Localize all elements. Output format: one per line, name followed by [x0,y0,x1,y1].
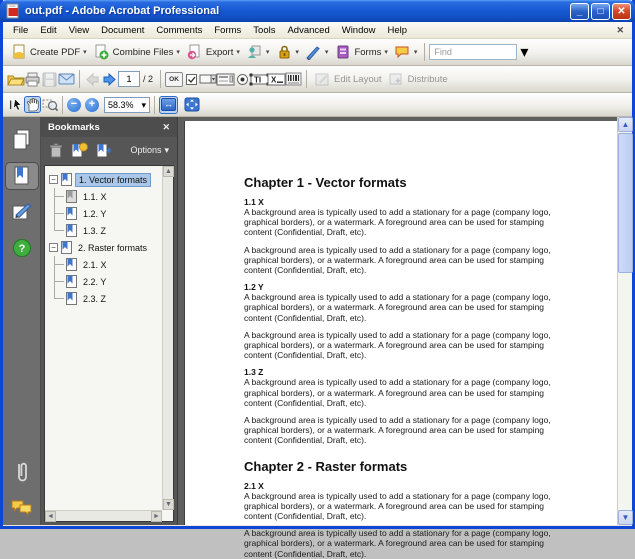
separator [306,70,307,88]
section-1-2-title: 1.2 Y [244,282,264,293]
document-vertical-scrollbar[interactable] [617,117,632,525]
bookmark-page-icon [66,275,77,288]
bookmarks-tree-container [44,165,174,522]
separator [79,70,80,88]
pages-icon [12,129,32,151]
body-paragraph: A background area is typically used to add a stationary for a page (company logo, graphical borders), or a watermark. A foreground area can be used for stamping content (Confidential, Draft, etc). [244,329,551,361]
bookmark-page-icon [61,173,72,186]
bookmarks-panel-close-icon[interactable]: ✕ [162,121,170,132]
combo-box-tool[interactable] [200,71,217,88]
signatures-icon [11,202,33,222]
tree-connector [54,290,66,299]
menu-item-view[interactable]: View [68,24,90,36]
menu-item-tools[interactable]: Tools [253,24,276,36]
bookmark-item-1-3-z[interactable]: 1.3. Z [49,222,162,239]
bookmark-page-icon [66,292,77,305]
fit-width-icon: ↔ [161,98,176,111]
menu-item-comments[interactable]: Comments [156,24,203,36]
digital-signature-tool[interactable] [268,71,285,88]
body-paragraph: A background area is typically used to add a stationary for a page (company logo, graphical borders), or a watermark. A foreground area can be used for stamping content (Confidential, Draft, etc). [244,244,551,276]
bookmarks-panel-toolbar [41,137,177,163]
file-nav-toolbar [3,66,632,93]
open-file-button[interactable] [7,71,24,88]
forms-button[interactable]: Forms ▾ [331,42,390,63]
bookmark-page-icon [66,224,77,237]
body-paragraph: A background area is typically used to add a stationary for a page (company logo, graphical borders), or a watermark. A foreground area can be used for stamping content (Confidential, Draft, etc). [244,292,551,323]
find-input[interactable]: Find [429,44,517,60]
bookmark-item-2-1-x[interactable]: 2.1. X [49,256,162,273]
scroll-down-icon[interactable]: ▼ [163,499,174,510]
doc-scroll-up-icon[interactable]: ▲ [618,117,633,132]
start-meeting-icon [246,44,263,61]
window-title: out.pdf - Adobe Acrobat Professional [25,5,220,17]
main-area [3,117,632,559]
section-1-1-title: 1.1 X [244,197,264,207]
trash-icon [49,143,63,158]
menu-item-window[interactable]: Window [341,24,376,36]
pdf-page[interactable] [185,121,617,559]
svg-text:?: ? [18,243,25,255]
review-comment-button[interactable]: ▾ [391,42,421,63]
body-paragraph: A background area is typically used to add a stationary for a page (company logo, graphical borders), or a watermark. A foreground area can be used for stamping content (Confidential, Draft, etc). [244,377,551,408]
svg-text:TI: TI [254,75,262,84]
tree-connector [54,205,66,222]
bookmark-page-icon [66,207,77,220]
forms-icon [334,44,351,61]
separator [154,96,155,114]
separator [160,70,161,88]
body-paragraph: A background area is typically used to add a stationary for a page (company logo, graphical borders), or a watermark. A foreground area can be used for stamping content (Confidential, Draft, etc). [244,207,551,238]
page-number-input[interactable]: 1 [118,71,140,87]
bookmark-page-icon [66,258,77,271]
document-area [178,117,632,559]
menu-item-forms[interactable]: Forms [214,24,242,36]
bookmark-item-raster-formats[interactable]: − 2. Raster formats [49,239,162,256]
scroll-left-icon[interactable]: ◄ [45,511,56,522]
scroll-up-icon[interactable]: ▲ [163,166,174,177]
new-bookmark-button[interactable] [71,142,88,158]
push-button-tool[interactable]: OK [165,72,183,87]
separator [424,43,425,61]
panel-horizontal-scrollbar[interactable] [45,510,162,521]
body-paragraph: A background area is typically used to add a stationary for a page (company logo, graphical borders), or a watermark. A foreground area can be used for stamping content (Confidential, Draft, etc). [244,415,551,446]
scroll-right-icon[interactable]: ► [151,511,162,522]
expand-current-bookmark-button[interactable] [96,142,113,158]
bookmark-item-vector-formats[interactable]: − 1. Vector formats [49,171,162,188]
tree-connector [54,188,66,205]
distribute-icon [388,71,405,88]
menu-item-help[interactable]: Help [387,24,408,36]
list-box-tool[interactable] [217,71,234,88]
menu-item-edit[interactable]: Edit [40,24,57,36]
email-button[interactable] [58,71,75,88]
tree-connector [54,256,66,273]
zoom-out-button[interactable]: − [67,98,81,112]
navigation-rail [3,117,41,525]
comments-panel-tab[interactable] [10,499,34,517]
svg-text:I: I [8,98,12,112]
collapse-icon[interactable]: − [49,175,58,184]
new-bookmark-icon [71,142,88,158]
bookmark-item-2-2-y[interactable]: 2.2. Y [49,273,162,290]
zoom-level-input[interactable] [104,97,150,113]
help-question-icon [12,238,32,258]
menu-item-file[interactable]: File [13,24,29,36]
save-button[interactable] [41,71,58,88]
find-dropdown-icon[interactable]: ▾ [520,44,529,61]
bookmark-item-2-3-z[interactable]: 2.3. Z [49,290,162,307]
body-paragraph: A background area is typically used to add a stationary for a page (company logo, graphical borders), or a watermark. A foreground area can be used for stamping content (Confidential, Draft, etc). [244,528,551,559]
next-page-button[interactable] [101,71,118,88]
how-to-tab[interactable] [6,235,38,261]
chapter1-heading: Chapter 1 - Vector formats [244,175,407,190]
sign-button[interactable]: ▾ [302,42,332,63]
section-2-1-title: 2.1 X [244,480,264,491]
signatures-panel-tab[interactable] [6,199,38,225]
fit-page-button[interactable] [182,96,201,114]
body-paragraph: A background area is typically used to add a stationary for a page (company logo, graphical borders), or a watermark. A foreground area can be used for stamping content (Confidential, Draft, etc). [244,490,551,522]
edit-layout-icon [314,71,331,88]
secure-button[interactable]: ▾ [272,42,302,63]
tree-connector [54,273,66,290]
pages-panel-tab[interactable] [6,127,38,153]
doc-scroll-down-icon[interactable]: ▼ [618,510,633,525]
rail-bottom-group [10,461,34,517]
edit-layout-button[interactable]: Edit Layout [311,69,385,90]
combine-files-icon [93,44,110,61]
bookmark-page-icon [61,241,72,254]
bookmarks-icon [12,165,32,187]
menu-item-document[interactable]: Document [101,24,145,36]
zoom-in-button[interactable]: + [85,98,99,112]
svg-text:X: X [271,75,277,84]
close-button[interactable]: ✕ [612,3,631,20]
sign-pen-icon [305,44,322,61]
close-menubar-icon[interactable]: ✕ [616,24,624,35]
attachments-panel-tab[interactable] [12,461,32,485]
fit-width-button[interactable] [159,96,178,114]
zoom-level-value: 58.3% [108,99,134,110]
checkbox-tool[interactable] [183,71,200,88]
bookmarks-options-button[interactable]: Options ▾ [130,144,169,155]
minimize-button[interactable]: _ [570,3,589,20]
separator [62,96,63,114]
bookmark-item-1-2-y[interactable]: 1.2. Y [49,205,162,222]
secure-lock-icon [275,44,292,61]
create-pdf-button[interactable]: Create PDF ▾ [7,42,90,63]
bookmark-item-1-1-x[interactable]: 1.1. X [49,188,162,205]
section-1-3-title: 1.3 Z [244,367,264,378]
paperclip-icon [12,461,32,485]
page-count-label: / 2 [143,74,154,84]
review-comment-icon [394,44,411,61]
chapter2-heading: Chapter 2 - Raster formats [244,458,408,474]
export-button[interactable]: Export ▾ [183,42,243,63]
collapse-icon[interactable]: − [49,243,58,252]
tree-connector [54,222,66,231]
bookmarks-panel-header [41,117,177,137]
pdf-page-content [185,121,577,559]
delete-bookmark-button[interactable] [49,143,63,158]
panel-vertical-scrollbar[interactable] [162,166,173,510]
bookmark-page-icon-gray [66,190,77,203]
bookmarks-panel-title: Bookmarks [48,121,100,133]
barcode-tool[interactable] [285,71,302,88]
select-tool-button[interactable] [7,96,24,113]
export-icon [186,44,203,61]
doc-scroll-thumb[interactable] [618,133,633,273]
previous-page-button[interactable] [84,71,101,88]
bookmarks-panel-tab[interactable] [6,163,38,189]
titlebar[interactable] [0,0,635,22]
bookmarks-tree [45,166,162,510]
bookmark-plus-icon [96,142,113,158]
comments-bubbles-icon [10,499,34,517]
maximize-button[interactable]: □ [591,3,610,20]
view-toolbar [3,93,632,117]
print-button[interactable] [24,71,41,88]
marquee-zoom-button[interactable] [41,96,58,113]
text-field-tool[interactable] [251,71,268,88]
combine-files-button[interactable]: Combine Files ▾ [90,42,183,63]
tasks-toolbar [3,39,632,66]
create-pdf-icon [10,44,27,61]
pdf-file-icon [6,4,20,19]
fit-page-icon [184,97,200,112]
menu-bar [3,22,632,39]
start-meeting-button[interactable]: ▾ [243,42,273,63]
hand-tool-button[interactable] [24,96,41,113]
distribute-button[interactable]: Distribute [385,69,451,90]
bookmarks-panel [41,117,178,525]
zoom-dropdown-icon[interactable]: ▾ [141,99,146,110]
menu-item-advanced[interactable]: Advanced [287,24,330,36]
